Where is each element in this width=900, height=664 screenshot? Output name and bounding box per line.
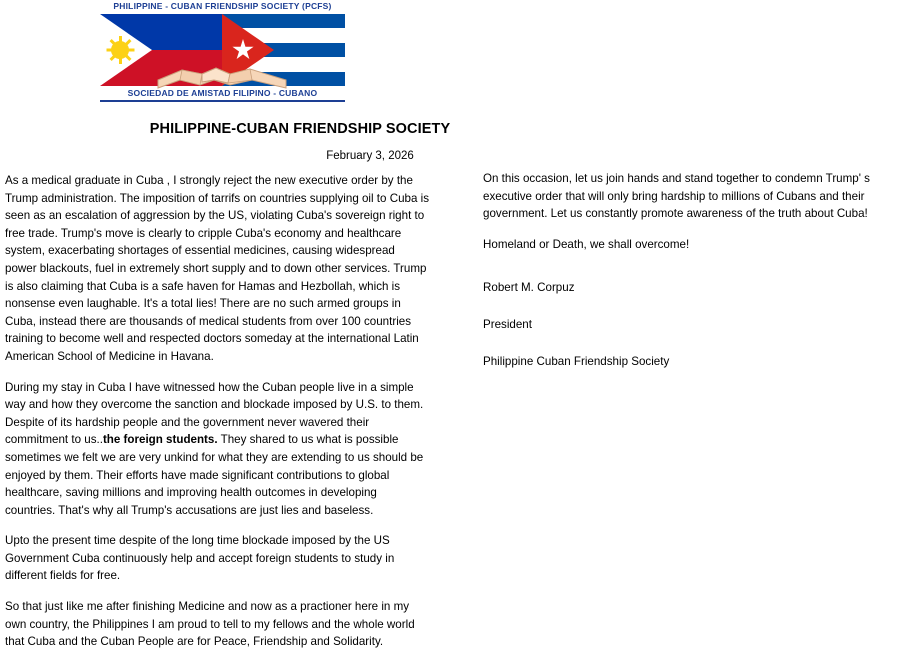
paragraph: As a medical graduate in Cuba , I strongly reject the new executive order by the Trump administration. The imposition of tarrifs on countries supplying oil to Cuba is seen as an escalation of aggression by the US, violating Cuba's sovereign right to free trade. Trump's move is clearly to cripple Cuba's economy and healthcare system, exacerbating shortages of essential medicines, causing widespread power blackouts, fuel in extremely short supply and to down other services. Trump is also claiming that Cuba is a safe haven for Hamas and Hezbollah, which is nonsense even laughable. It's a total lies! There are no such armed groups in Cuba, instead there are thousands of medical students from over 100 countries training to become well and respected doctors someday at the international Latin American School of Medicine in Havana.	[5, 174, 430, 363]
page-title: PHILIPPINE-CUBAN FRIENDSHIP SOCIETY	[149, 121, 451, 137]
logo-top-text: PHILIPPINE - CUBAN FRIENDSHIP SOCIETY (PCFS)	[113, 1, 332, 11]
logo-bottom-text: SOCIEDAD DE AMISTAD FILIPINO - CUBANO	[127, 88, 318, 98]
paragraph-text: During my stay in Cuba I have witnessed how the Cuban people live in a simple way and how they overcome the sanction and blockade imposed by U.S. to them. Despite of its hardship people and the government never wavered their commitment to us..	[5, 380, 424, 447]
left-text-column	[5, 172, 429, 664]
signatory-name: Robert M. Corpuz	[483, 281, 575, 295]
paragraph-bold-tail: the foreign students.	[102, 433, 218, 447]
right-text-column	[483, 170, 895, 389]
signatory-organization: Philippine Cuban Friendship Society	[483, 354, 670, 368]
document-date: February 3, 2026	[326, 150, 414, 162]
signatory-position: President	[483, 317, 532, 331]
paragraph-continued: They shared to us what is possible sometimes we felt we are very unkind for what they are extending to us should be enjoyed by them. Their efforts have made significant contributions to global healthcare, saving millions and improving health outcomes in developing countries. That's why all Trump's accusations are just lies and baseless.	[5, 433, 424, 517]
paragraph: Homeland or Death, we shall overcome!	[483, 237, 690, 251]
paragraph: Upto the present time despite of the long time blockade imposed by the US Government Cuba continuously help and accept foreign students to study in different fields for free.	[5, 534, 395, 583]
society-logo	[100, 0, 345, 112]
logo-flags	[100, 14, 345, 86]
signature-block	[483, 279, 895, 370]
logo-divider	[100, 100, 345, 102]
paragraph	[5, 379, 429, 520]
paragraph: On this occasion, let us join hands and stand together to condemn Trump' s executive order that will only bring hardship to millions of Cubans and their government. Let us constantly promote awareness of the truth about Cuba!	[483, 172, 870, 221]
handshake-icon	[156, 54, 288, 94]
paragraph: So that just like me after finishing Medicine and now as a practioner here in my own country, the Philippines I am proud to tell to my fellows and the whole world that Cuba and the Cuban People are for Peace, Friendship and Solidarity.	[5, 600, 415, 649]
